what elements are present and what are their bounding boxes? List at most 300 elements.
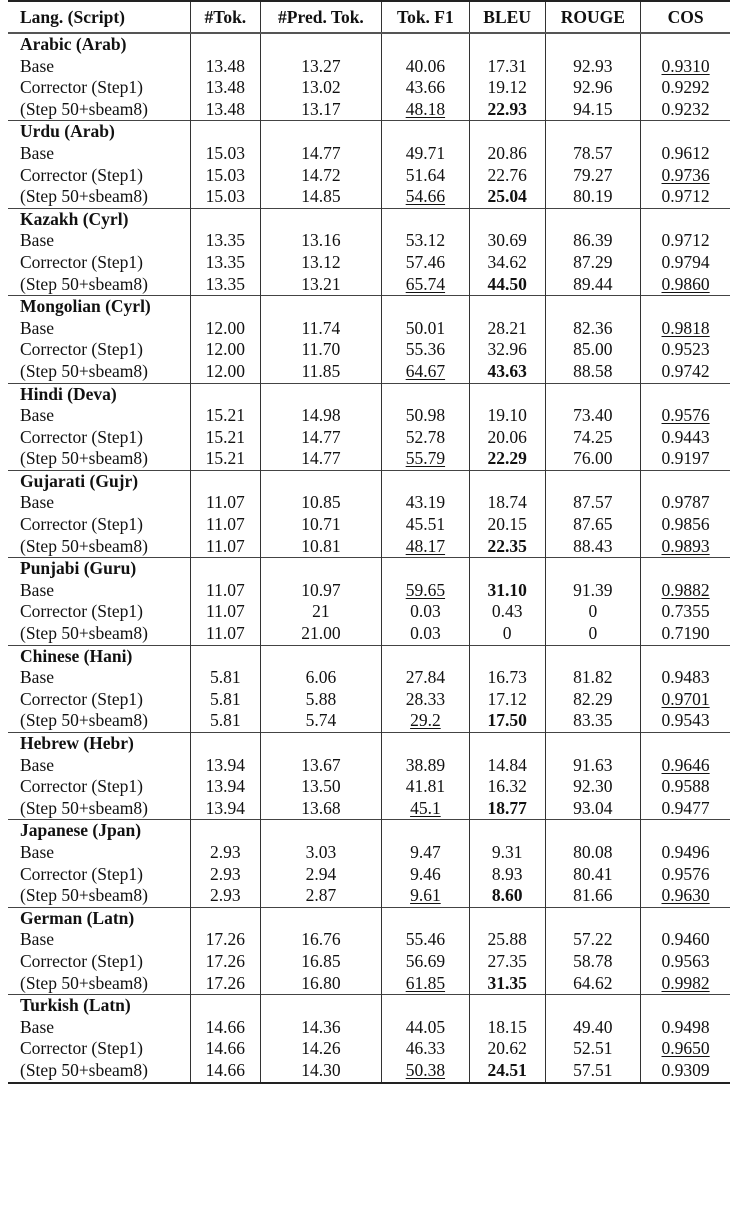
cell-value: 13.48 <box>205 77 246 98</box>
table-row <box>8 798 730 820</box>
cell-value: 0 <box>502 623 512 644</box>
cell-bleu <box>469 776 545 798</box>
cell-tok-f1 <box>382 667 470 689</box>
method-label: (Step 50+sbeam8) <box>20 535 148 556</box>
cell-rouge <box>545 56 641 78</box>
cell-value: 30.69 <box>487 230 527 251</box>
cell-value: 14.77 <box>301 448 341 469</box>
cell-value: 19.10 <box>487 405 527 426</box>
table-row <box>8 973 730 995</box>
cell-value: 94.15 <box>573 98 613 119</box>
results-table <box>8 0 730 1084</box>
empty-cell <box>190 820 260 842</box>
cell-bleu <box>469 448 545 470</box>
cell-value: 13.94 <box>205 797 246 818</box>
cell-cos <box>641 842 730 864</box>
cell-pred-tok <box>260 318 381 340</box>
cell-rouge <box>545 667 641 689</box>
cell-value: 55.36 <box>405 339 446 360</box>
table-row <box>8 601 730 623</box>
cell-tok <box>190 798 260 820</box>
cell-value: 20.06 <box>487 426 527 447</box>
table-row <box>8 77 730 99</box>
cell-tok-f1 <box>382 689 470 711</box>
empty-cell <box>190 470 260 492</box>
group-header-row <box>8 121 730 143</box>
cell-value: 31.10 <box>487 579 527 600</box>
cell-value: 29.2 <box>410 710 441 731</box>
cell-cos <box>641 689 730 711</box>
cell-value: 15.03 <box>205 186 246 207</box>
empty-cell <box>260 470 381 492</box>
cell-value: 9.31 <box>491 841 523 862</box>
cell-tok-f1 <box>382 339 470 361</box>
empty-cell <box>260 995 381 1017</box>
empty-cell <box>382 383 470 405</box>
cell-value: 0.9477 <box>661 797 710 818</box>
cell-tok <box>190 536 260 558</box>
cell-value: 12.00 <box>205 360 246 381</box>
cell-value: 13.16 <box>301 230 341 251</box>
cell-cos <box>641 339 730 361</box>
cell-pred-tok <box>260 929 381 951</box>
cell-tok <box>190 885 260 907</box>
cell-bleu <box>469 601 545 623</box>
cell-tok-f1 <box>382 143 470 165</box>
cell-rouge <box>545 1060 641 1083</box>
cell-value: 22.93 <box>487 98 527 119</box>
method-label: Corrector (Step1) <box>20 77 143 98</box>
cell-value: 18.77 <box>487 797 527 818</box>
cell-tok-f1 <box>382 929 470 951</box>
cell-cos <box>641 99 730 121</box>
cell-value: 45.51 <box>405 514 446 535</box>
cell-value: 43.19 <box>405 492 446 513</box>
cell-value: 74.25 <box>573 426 613 447</box>
cell-cos <box>641 864 730 886</box>
cell-rouge <box>545 842 641 864</box>
table-row <box>8 536 730 558</box>
cell-pred-tok <box>260 99 381 121</box>
cell-tok-f1 <box>382 514 470 536</box>
cell-cos <box>641 318 730 340</box>
cell-bleu <box>469 318 545 340</box>
cell-rouge <box>545 165 641 187</box>
cell-tok-f1 <box>382 427 470 449</box>
cell-value: 44.05 <box>405 1016 446 1037</box>
cell-value: 91.63 <box>573 754 613 775</box>
cell-value: 34.62 <box>487 251 527 272</box>
cell-bleu <box>469 252 545 274</box>
cell-value: 13.48 <box>205 55 246 76</box>
empty-cell <box>641 470 730 492</box>
cell-value: 0.9860 <box>661 273 710 294</box>
cell-pred-tok <box>260 951 381 973</box>
cell-rouge <box>545 492 641 514</box>
cell-value: 0.9712 <box>661 230 710 251</box>
empty-cell <box>545 995 641 1017</box>
cell-rouge <box>545 448 641 470</box>
cell-rouge <box>545 973 641 995</box>
empty-cell <box>260 733 381 755</box>
cell-value: 13.21 <box>301 273 341 294</box>
cell-rouge <box>545 514 641 536</box>
empty-cell <box>190 733 260 755</box>
empty-cell <box>469 470 545 492</box>
empty-cell <box>641 907 730 929</box>
language-group-name: Hindi (Deva) <box>8 383 190 405</box>
cell-bleu <box>469 973 545 995</box>
cell-cos <box>641 776 730 798</box>
cell-tok-f1 <box>382 580 470 602</box>
cell-pred-tok <box>260 77 381 99</box>
cell-cos <box>641 929 730 951</box>
cell-value: 22.35 <box>487 535 527 556</box>
method-label: Corrector (Step1) <box>20 863 143 884</box>
cell-value: 14.84 <box>487 754 527 775</box>
group-header-row <box>8 645 730 667</box>
group-header-row <box>8 995 730 1017</box>
method-label: Corrector (Step1) <box>20 339 143 360</box>
cell-bleu <box>469 929 545 951</box>
cell-bleu <box>469 514 545 536</box>
empty-cell <box>469 820 545 842</box>
cell-tok-f1 <box>382 776 470 798</box>
method-label: Base <box>20 317 55 338</box>
cell-value: 0.03 <box>410 623 441 644</box>
cell-value: 0.7355 <box>661 601 710 622</box>
cell-rouge <box>545 536 641 558</box>
empty-cell <box>545 296 641 318</box>
cell-value: 16.76 <box>301 929 341 950</box>
cell-value: 61.85 <box>405 972 446 993</box>
cell-value: 88.58 <box>573 360 613 381</box>
method-label: Corrector (Step1) <box>20 950 143 971</box>
cell-value: 27.35 <box>487 950 527 971</box>
empty-cell <box>641 33 730 56</box>
empty-cell <box>545 907 641 929</box>
cell-value: 55.79 <box>405 448 446 469</box>
language-group-name: Hebrew (Hebr) <box>8 733 190 755</box>
cell-rouge <box>545 689 641 711</box>
cell-value: 13.35 <box>205 273 246 294</box>
method-label: Corrector (Step1) <box>20 514 143 535</box>
empty-cell <box>382 208 470 230</box>
cell-value: 13.35 <box>205 230 246 251</box>
empty-cell <box>641 383 730 405</box>
empty-cell <box>641 121 730 143</box>
cell-cos <box>641 405 730 427</box>
cell-bleu <box>469 842 545 864</box>
cell-value: 14.85 <box>301 186 341 207</box>
cell-value: 14.66 <box>205 1059 246 1080</box>
cell-value: 11.70 <box>301 339 341 360</box>
cell-value: 0.9701 <box>661 688 710 709</box>
cell-value: 80.19 <box>573 186 613 207</box>
table-row <box>8 361 730 383</box>
empty-cell <box>641 733 730 755</box>
cell-value: 9.47 <box>410 841 441 862</box>
cell-value: 57.46 <box>405 251 446 272</box>
cell-value: 14.26 <box>301 1038 341 1059</box>
table-row <box>8 689 730 711</box>
cell-tok <box>190 776 260 798</box>
cell-value: 50.98 <box>405 405 446 426</box>
cell-value: 76.00 <box>573 448 613 469</box>
cell-tok <box>190 710 260 732</box>
method-label: Base <box>20 667 55 688</box>
cell-value: 2.93 <box>210 841 241 862</box>
method-label: Base <box>20 579 55 600</box>
cell-value: 14.36 <box>301 1016 341 1037</box>
cell-value: 0.9736 <box>661 164 710 185</box>
method-label: Base <box>20 55 55 76</box>
language-group-name: Turkish (Latn) <box>8 995 190 1017</box>
cell-rouge <box>545 580 641 602</box>
cell-tok <box>190 405 260 427</box>
cell-value: 3.03 <box>305 841 337 862</box>
table-row <box>8 623 730 645</box>
cell-value: 73.40 <box>573 405 613 426</box>
cell-cos <box>641 274 730 296</box>
cell-value: 10.97 <box>301 579 341 600</box>
col-header-tok: #Tok. <box>190 1 260 33</box>
cell-rouge <box>545 99 641 121</box>
cell-value: 89.44 <box>573 273 613 294</box>
cell-tok-f1 <box>382 318 470 340</box>
cell-cos <box>641 1060 730 1083</box>
col-header-cos: COS <box>641 1 730 33</box>
language-group-name: Urdu (Arab) <box>8 121 190 143</box>
method-label: Base <box>20 142 55 163</box>
cell-tok-f1 <box>382 77 470 99</box>
method-label: Corrector (Step1) <box>20 426 143 447</box>
cell-pred-tok <box>260 427 381 449</box>
language-group-name: Japanese (Jpan) <box>8 820 190 842</box>
cell-cos <box>641 601 730 623</box>
method-label: Base <box>20 492 55 513</box>
cell-value: 11.07 <box>205 535 245 556</box>
cell-tok <box>190 973 260 995</box>
cell-value: 0.9882 <box>661 579 710 600</box>
method-label: (Step 50+sbeam8) <box>20 360 148 381</box>
cell-tok <box>190 1060 260 1083</box>
cell-value: 80.41 <box>573 863 613 884</box>
cell-value: 14.72 <box>301 164 341 185</box>
cell-value: 11.07 <box>205 623 245 644</box>
cell-tok <box>190 427 260 449</box>
cell-value: 13.67 <box>301 754 341 775</box>
cell-cos <box>641 448 730 470</box>
empty-cell <box>260 558 381 580</box>
cell-value: 0.9818 <box>661 317 710 338</box>
empty-cell <box>469 33 545 56</box>
cell-rouge <box>545 885 641 907</box>
cell-cos <box>641 186 730 208</box>
cell-tok-f1 <box>382 885 470 907</box>
cell-tok-f1 <box>382 951 470 973</box>
cell-value: 22.29 <box>487 448 527 469</box>
cell-rouge <box>545 864 641 886</box>
cell-cos <box>641 710 730 732</box>
cell-value: 14.77 <box>301 142 341 163</box>
cell-cos <box>641 755 730 777</box>
cell-pred-tok <box>260 710 381 732</box>
cell-bleu <box>469 710 545 732</box>
cell-bleu <box>469 798 545 820</box>
cell-tok <box>190 230 260 252</box>
table-row <box>8 514 730 536</box>
cell-bleu <box>469 186 545 208</box>
cell-value: 0.9787 <box>661 492 710 513</box>
empty-cell <box>260 208 381 230</box>
cell-rouge <box>545 798 641 820</box>
cell-tok <box>190 755 260 777</box>
method-label: Base <box>20 841 55 862</box>
cell-tok-f1 <box>382 798 470 820</box>
cell-value: 13.35 <box>205 251 246 272</box>
table-row <box>8 1017 730 1039</box>
cell-value: 50.01 <box>405 317 446 338</box>
cell-value: 13.17 <box>301 98 341 119</box>
cell-value: 21.00 <box>301 623 341 644</box>
cell-pred-tok <box>260 776 381 798</box>
table-row <box>8 99 730 121</box>
empty-cell <box>382 121 470 143</box>
empty-cell <box>190 33 260 56</box>
method-label: Corrector (Step1) <box>20 776 143 797</box>
table-row <box>8 864 730 886</box>
cell-value: 43.66 <box>405 77 446 98</box>
cell-bleu <box>469 580 545 602</box>
table-body <box>8 33 730 1083</box>
cell-rouge <box>545 623 641 645</box>
empty-cell <box>382 733 470 755</box>
group-header-row <box>8 733 730 755</box>
table-row <box>8 405 730 427</box>
cell-pred-tok <box>260 667 381 689</box>
empty-cell <box>545 558 641 580</box>
cell-value: 87.65 <box>573 514 613 535</box>
group-header-row <box>8 820 730 842</box>
cell-tok <box>190 252 260 274</box>
cell-value: 55.46 <box>405 929 446 950</box>
cell-pred-tok <box>260 864 381 886</box>
cell-cos <box>641 623 730 645</box>
cell-bleu <box>469 361 545 383</box>
cell-pred-tok <box>260 580 381 602</box>
table-row <box>8 951 730 973</box>
cell-tok <box>190 448 260 470</box>
cell-value: 25.04 <box>487 186 527 207</box>
cell-tok-f1 <box>382 230 470 252</box>
cell-pred-tok <box>260 1038 381 1060</box>
empty-cell <box>641 645 730 667</box>
cell-tok <box>190 929 260 951</box>
cell-value: 20.62 <box>487 1038 527 1059</box>
cell-value: 11.07 <box>205 601 245 622</box>
col-header-language: Lang. (Script) <box>8 1 190 33</box>
empty-cell <box>641 995 730 1017</box>
cell-value: 0.7190 <box>661 623 710 644</box>
empty-cell <box>190 558 260 580</box>
cell-cos <box>641 252 730 274</box>
empty-cell <box>190 645 260 667</box>
cell-tok-f1 <box>382 361 470 383</box>
cell-value: 10.81 <box>301 535 341 556</box>
language-group-name: Chinese (Hani) <box>8 645 190 667</box>
cell-pred-tok <box>260 755 381 777</box>
cell-value: 0 <box>588 601 598 622</box>
cell-bleu <box>469 492 545 514</box>
cell-bleu <box>469 405 545 427</box>
cell-bleu <box>469 56 545 78</box>
cell-value: 54.66 <box>405 186 446 207</box>
cell-value: 18.15 <box>487 1016 527 1037</box>
cell-bleu <box>469 536 545 558</box>
cell-value: 16.73 <box>487 667 527 688</box>
cell-value: 0.9588 <box>661 776 710 797</box>
method-label: (Step 50+sbeam8) <box>20 623 148 644</box>
cell-value: 0.9543 <box>661 710 710 731</box>
col-header-tok-f1: Tok. F1 <box>382 1 470 33</box>
cell-value: 10.85 <box>301 492 341 513</box>
cell-value: 32.96 <box>487 339 527 360</box>
cell-value: 5.81 <box>210 688 241 709</box>
cell-bleu <box>469 165 545 187</box>
cell-value: 21 <box>312 601 330 622</box>
cell-pred-tok <box>260 536 381 558</box>
cell-value: 13.02 <box>301 77 341 98</box>
cell-value: 0.03 <box>410 601 441 622</box>
method-label: (Step 50+sbeam8) <box>20 448 148 469</box>
method-label: Base <box>20 230 55 251</box>
method-label: (Step 50+sbeam8) <box>20 972 148 993</box>
table-row <box>8 230 730 252</box>
cell-tok <box>190 689 260 711</box>
cell-rouge <box>545 143 641 165</box>
cell-rouge <box>545 776 641 798</box>
cell-value: 82.36 <box>573 317 613 338</box>
table-row <box>8 274 730 296</box>
cell-tok-f1 <box>382 405 470 427</box>
cell-tok-f1 <box>382 623 470 645</box>
cell-cos <box>641 77 730 99</box>
cell-tok-f1 <box>382 710 470 732</box>
group-header-row <box>8 33 730 56</box>
cell-value: 13.27 <box>301 55 341 76</box>
cell-pred-tok <box>260 1017 381 1039</box>
method-label: Base <box>20 754 55 775</box>
cell-rouge <box>545 755 641 777</box>
cell-value: 17.12 <box>487 688 527 709</box>
cell-cos <box>641 667 730 689</box>
table-row <box>8 929 730 951</box>
table-row <box>8 165 730 187</box>
cell-rouge <box>545 252 641 274</box>
cell-cos <box>641 798 730 820</box>
cell-bleu <box>469 230 545 252</box>
cell-tok <box>190 492 260 514</box>
table-row <box>8 427 730 449</box>
table-row <box>8 755 730 777</box>
cell-value: 12.00 <box>205 317 246 338</box>
cell-value: 0.9650 <box>661 1038 710 1059</box>
cell-cos <box>641 230 730 252</box>
cell-value: 17.31 <box>487 55 527 76</box>
cell-rouge <box>545 951 641 973</box>
cell-value: 0.9893 <box>661 535 710 556</box>
